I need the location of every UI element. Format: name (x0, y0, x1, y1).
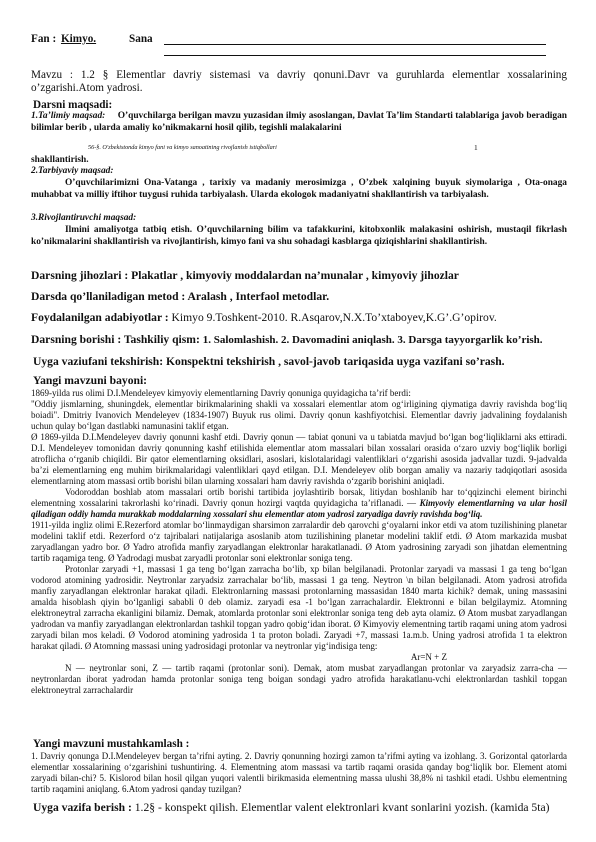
periodic-law-definition: Kimyoviy elementlarning va ular hosil qiladigan oddiy hamda murakkab moddalarning xossalari shu elementlar atom yadrosi zaryadiga davriy ravishda bog‘liq. (31, 498, 567, 519)
body-paragraph-1: 1869-yilda rus olimi D.I.Mendeleyev kimyoviy elementlarning Davriy qonuniga quyidagicha ta’rif berdi: (31, 388, 411, 398)
date-line (164, 44, 546, 45)
mass-formula: Ar=N + Z (410, 652, 447, 662)
body-paragraph-4-text: Vodoroddan boshlab atom massalari ortib borishi tartibida joylashtirib borsak, litiydan boshlanib har to‘qqizinchi element birinchi elementning xossalarini takrorlashi ko‘rinadi. Davriy qonun hozirgi vaqtda quyidagicha ta’riflanadi. — (31, 487, 567, 508)
new-topic-body (31, 388, 567, 696)
upbringing-goal-text: O’quvchilarimizni Ona-Vatanga , tarixiy va madaniy merosimizga , O’zbek xalqining buyuk siymolariga , Ota-onaga muhabbat va milliy iftihor tuygusi ruhida tarbiyalash. Ularda ekologok madaniyatni shakllantirish va tarbiyalash. (31, 178, 567, 200)
lesson-progress-label: Darsning borishi : Tashkiliy qism: (31, 333, 203, 346)
developmental-goal-text: Ilmini amaliyotga tatbiq etish. O’quvchilarning bilim va tafakkurini, kitobxonlik malakasini oshirish, mustaqil fikrlash ko’nikmalarini shakllantirish va rivojlantirish, kimyo fani va shu sohadagi kasblarga qiziqishlarini shakllantirish. (31, 225, 567, 247)
homework-check: Uyga vaziufani tekshirish: Konspektni tekshirish , savol-javob tariqasida uyga vazifani so’rash. (33, 355, 505, 368)
educational-goal-text: O’quvchilarga berilgan mavzu yuzasidan ilmiy asoslangan, Davlat Ta’lim Standarti talablariga javob beradigan bilimlar berib , ularda amaliy ko’nikmakarni hosil qilib, tegishli malakalarini (31, 111, 567, 133)
date-line-2 (164, 55, 546, 56)
educational-goal-continued: shakllantirish. (31, 155, 89, 165)
fan-value: Kimyo. (60, 33, 97, 45)
homework (33, 801, 549, 815)
page-number: 1 (474, 143, 478, 152)
footer-note: 56-§. O'zbekistonda kimyo fani va kimyo sanoatining rivojlanish istiqbollari (88, 144, 277, 151)
body-paragraph-6: Protonlar zaryadi +1, massasi 1 ga teng bo‘lgan zarracha bo‘lib, xp bilan belgilanadi. Protonlar zaryadi va massasi 1 ga teng bo‘lgan vodorod atomining yadrosidir. Neytronlar zaryadsiz zarrachalar bo‘lib, massasi 1 ga teng. Neytron \n bilan belgilanadi. Atom yadrosi atrofida manfiy zaryadlangan elektronlar harakat qiladi. Elektronlarning massasi protonlarning massasidan 1840 marta kichik? demak, uning massasini amalda hisoblash qiyin bo‘lganligi sababli 0 deb olamiz. zaryadi esa -1 bo‘lgan zarrachalardir. Elektronni e bilan belgilaymiz. Atomning elektroneytral zarracha ekanligini bilamiz. Demak, atomlarda protonlar soni elektronlar soniga teng deb ayta olamiz. Ø Atom musbat zaryadlangan yadrodan va manfiy zaryadlangan elektronlardan tashkil topgan yadro qobig‘idan iborat. Ø Kimyoviy elementning tartib raqami uning atom yadrosi zaryadi bilan mos keladi. Ø Vodorod atomining yadrosida 1 ta proton boladi. Zaryadi +7, massasi 1a.m.b. Uning yadrosi atrofida 1 ta elektron harakat qiladi. Ø Atomning massasi uning yadrosidagi protonlar va neytronlar yig‘indisiga teng: (31, 564, 567, 651)
goals-title: Darsni maqsadi: (33, 99, 113, 111)
lesson-method: Darsda qo’llaniladigan metod : Aralash , Interfaol metodlar. (31, 290, 330, 303)
body-paragraph-7: N — neytronlar soni, Z — tartib raqami (protonlar soni). Demak, atom musbat zaryadlangan protonlar va zaryadsiz zarra-cha — neytronlardan iborat yadrodan hamda protonlar soniga teng boigan sondagi yadro atrofida harakatlanu-vchi elektronlardan tashkil topgan elektroneytral zarrachalardir (31, 663, 567, 695)
upbringing-goal-label: 2.Tarbiyaviy maqsad: (31, 166, 114, 176)
literature-text: Kimyo 9.Toshkent-2010. R.Asqarov,N.X.To’xtaboyev,K.G’.G’opirov. (168, 311, 497, 324)
educational-goal-label: 1.Ta’limiy maqsad: (31, 111, 106, 121)
developmental-goal-label: 3.Rivojlantiruvchi maqsad: (31, 213, 137, 223)
body-paragraph-5: 1911-yilda ingliz olimi E.Rezerford atomlar bo‘linmaydigan sharsimon zarralardir deb qarovchi g‘oyalarni inkor etdi va atom tuzilishining planetar modelini taklif etdi. Rezerford o‘z tajribalari natijalariga asoslanib atom tuzilishining planetar modelini taklif etdi. Ø Atom markazida musbat zaryadlangan yadro bor. Ø Yadro atrofida manfiy zaryadlangan elektronlar harakatlanadi. Ø Atom yadrosining zaryadi son jihatdan elementning tartib raqamiga teng. Ø Yadrodagi musbat zaryadli protonlar soni elektronlar soniga teng. (31, 520, 567, 563)
literature (31, 311, 497, 325)
lesson-progress-text: 1. Salomlashish. 2. Davomadini aniqlash. 3. Darsga tayyorgarlik ko’rish. (202, 334, 543, 346)
homework-text: 1.2§ - konspekt qilish. Elementlar valent elektronlari kvant sonlarini yozish. (kamida 5ta) (131, 801, 550, 814)
new-topic-title: Yangi mavzuni bayoni: (33, 374, 148, 387)
reinforcement-title: Yangi mavzuni mustahkamlash : (33, 738, 190, 750)
fan-label (31, 33, 96, 46)
fan-label-text: Fan : (31, 33, 57, 45)
body-paragraph-2: "Oddiy jismlarning, shuningdek, elementlar birikmalarining shakli va xossalari elementlar atom og‘irligining qiymatiga davriy ravishda bog‘liq boiadi". Dmitriy Ivanovich Mendeleyev (1834-1907) Buyuk rus olimi. Davriy qonun kashfiyotchisi. Elementlar davriy jadvalining foydalanish uchun qulay bo‘lgan dastlabki namunasini taklif etgan. (31, 399, 567, 431)
educational-goal (31, 111, 567, 134)
homework-label: Uyga vazifa berish : (33, 801, 132, 814)
body-paragraph-3: Ø 1869-yilda D.I.Mendeleyev davriy qonunni kashf etdi. Davriy qonun — tabiat qonuni va u tabiatda mavjud bo‘lgan bog‘liqliklarni aks ettiradi. D.I. Mendeleyev tomonidan davriy qonunning kashf etilishida elementlar atom massalari bilan xossalari orasida o‘zaro uzviy bog‘liqlik borligi atroflicha o‘rganib chiqildi. Bir qator elementlarning oksidlari, asoslari, kislotalaridagi valentliklari o‘zgarishi asosida jadvallar tuzdi. 9-jadvalda ba’zi elementlarning eng muhim birikmalaridagi valentliklari qayd etilgan. D.I. Mendeleyev olib borgan amaliy va nazariy tadqiqotlari asosida elementlarning atom massasi ortib borishi bilan ularning xossalari ham davriy ravishda o‘zgarib borishini aniqladi. (31, 432, 567, 486)
lesson-equipment: Darsning jihozlari : Plakatlar , kimyoviy moddalardan na’munalar , kimyoviy jihozlar (31, 269, 459, 282)
topic: Mavzu : 1.2 § Elementlar davriy sistemasi va davriy qonuni.Davr va guruhlarda elementlar xossalarining o’zgarishi.Atom yadrosi. (31, 69, 567, 94)
reinforcement-questions: 1. Davriy qonunga D.I.Mendeleyev bergan ta’rifni ayting. 2. Davriy qonunning hozirgi zamon ta’rifmi ayting va izohlang. 3. Gorizontal qatorlarda elementlar xossalarining o‘zgarishini tushuntiring. 4. Elementning atom massasi va tartib raqami orasida qanday bog‘liqlik bor. Element atomi zaryadi bilan-chi? 5. Kislorod bilan hosil qilgan yuqori valentli birikmasida elementning massa ulushi 38,8% ni tashkil etadi. Ushbu elementning tartib raqamini aniqlang. 6.Atom yadrosi qanday tuzilgan? (31, 751, 567, 794)
literature-label: Foydalanilgan adabiyotlar : (31, 311, 169, 324)
sana-label: Sana (129, 33, 153, 45)
body-paragraph-4 (31, 487, 567, 520)
lesson-progress (31, 333, 543, 347)
